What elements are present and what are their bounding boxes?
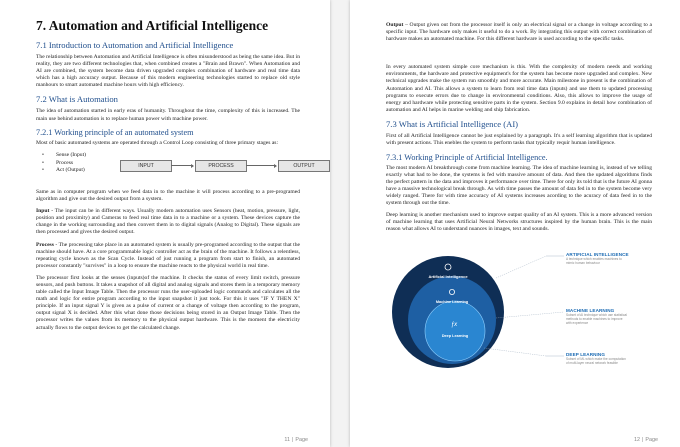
process-label: Process xyxy=(36,241,54,248)
svg-text:ƒx: ƒx xyxy=(450,322,458,329)
flow-process-box: PROCESS xyxy=(195,160,247,172)
heading-7-2-1: 7.2.1 Working principle of an automated system xyxy=(36,127,194,137)
page-11 xyxy=(0,0,330,447)
legend-dl xyxy=(566,352,628,365)
paragraph-output xyxy=(386,22,652,43)
paragraph-deep-learning: Deep learning is another mechanism used to improve output quality of an AI system. This is a more advanced version of machine learning that uses Artificial Neural Networks structures inspired by the human brain. This is the main reason what allows AI to understand nuances in images, text and sounds. xyxy=(386,212,652,233)
legend-ai xyxy=(566,252,629,265)
legend-ai-desc: A technique which enables machines to mimic human behaviour xyxy=(566,257,622,266)
page-11-content xyxy=(36,18,315,337)
paragraph-core-mechanism: In every automated system simple core mechanism is this. With the complexity of modern needs and working environments, the hardware and protective equipment's for the system has become more upgraded and complex. New technical upgrades make the system run smoothly and more accurate. Main milestone in present is the combination of Automation and AI. This allows a system to learn from real time data (inputs) and use them to updated processing programs to execute errors due to change in environmental conditions. Also, this allows to improve the usage of energy and hardware while protecting sensitive parts in the system. Section 9.0 explains in detail how combination of automation and AI helps in marine welding and ship fabrication. xyxy=(386,64,652,113)
paragraph-control-loop: Most of basic automated systems are operated through a Control Loop consisting of three primary stages as: xyxy=(36,139,279,146)
paragraph-input xyxy=(36,208,300,236)
page-12 xyxy=(350,0,680,447)
page-footer: 12 | Page xyxy=(634,437,658,443)
page-number: 12 xyxy=(634,437,640,443)
paragraph-automation: The idea of automation started in early eras of humanity. Throughout the time, complexity of this is increased. The main use behind automation is to replace human power with machine power. xyxy=(36,108,300,122)
paragraph-program: Same as in computer program when we feed data in to the machine it will process according to a pre-programed algorithm and give out the desired output from a system. xyxy=(36,188,300,203)
list-item: • Act (Output) xyxy=(42,167,300,175)
legend-ai-title: ARTIFICIAL INTELLIGENCE xyxy=(566,252,629,258)
input-text: - The input can be in different ways. Usually modern automation uses Sensors (heat, motion, pressure, light, position and proximity) and Cameras to feed real time data in to a machine or a system. These devices capture the change in the working surrounding and then convert them in to digital signals (Analog to Digital). These signals are then processed and gives the desired output. xyxy=(36,208,300,236)
list-item: • Process xyxy=(42,160,300,168)
process-text: - The processing take place in an automated system is usually pre-programed according to the output that the machine should have. At a core programmable logic controller act as the brain of the machine. It follows a relentless, repeating cycle known as the Scan Cycle. Instead of just running a program from start to finish, an automated processor constantly "survives" in a loop to ensure the machine reacts to the physical world in real time. xyxy=(36,241,300,269)
input-label: Input xyxy=(36,208,50,215)
ring-label-dl: Deep Learning xyxy=(441,334,469,339)
legend-ml-desc: Subset of AI technique which use statistical methods to enable machines to improve with experience xyxy=(566,313,627,326)
page-word: Page xyxy=(295,437,308,443)
page-footer: 11 | Page xyxy=(284,437,308,443)
list-item: • Sense (Input) xyxy=(42,152,300,160)
heading-7-3-1: 7.3.1 Working Principle of Artificial Intelligence. xyxy=(386,152,548,162)
flow-diagram xyxy=(120,160,330,174)
paragraph-machine-learning: The most modern AI breakthrough come from machine learning. The idea of machine learning is, instead of we telling exactly what had to be done, the systems is fed with massive amount of data. And then the updated algorithms finds the perfect pattern in the data and improves it performance over time. There for only its told that is the future AI gonna have a massive technological break through. As with time passes the amount of data fed in to the system become very widely ranged. There for with time accuracy of AI systems increases acording to the acuracy of data feed in to the system through out the time. xyxy=(386,164,652,206)
flow-output-box: OUTPUT xyxy=(278,160,330,172)
legend-dl-desc: Subset of ML which make the computation of multi-layer neural network feasible xyxy=(566,357,626,366)
heading-7-1: 7.1 Introduction to Automation and Artificial Intelligence xyxy=(36,40,234,50)
ring-label-ml: Machine Learning xyxy=(435,300,469,305)
legend-ml-title: MACHINE LEARNING xyxy=(566,308,615,314)
paragraph-process xyxy=(36,242,300,270)
ring-label-ai: Artificial Intelligence xyxy=(428,274,468,280)
paragraph-ai: First of all Artificial Intelligence cannot be just explained by a paragraph. It's a self learning algorithm that is updated with present actions. This enebles the system to perform tasks that typically requir human intelligence. xyxy=(386,132,652,147)
paragraph-scan-cycle: The processor first looks at the senses (inputs)of the machine. It checks the status of every limit switch, pressure sensors, and push buttons. It takes a snapshot of all digital and analog signals and stores them in a temporary memory table called the Input Image Table. Then the processor runs the user-uploaded logic commands and calculates all the math and logic for entire program according to the input snapshot it just took. For this it uses "IF Y THEN X" principle. If an input signal Y is given as a pulse of current or a change of voltage then according to the program, output signal X is decided. After this what done those decisions being stored in an Output Image Table. Then the processor writes the values from its memory to the physical output hardware. This is the moment the electricity actually flows to the output devices to get the calculated change. xyxy=(36,274,300,331)
page-number: 11 xyxy=(284,437,290,443)
output-text: – Output given out from the processor itself is only an electrical signal or a change in voltage according to a specific input. The hardware only makes it useful to do a work. By integrating this output with correct combination of hardware makes an automated machine. For this different hardware is used according to the specific tasks. xyxy=(386,22,652,43)
chapter-title: 7. Automation and Artificial Intelligence xyxy=(36,18,269,33)
legend-dl-title: DEEP LEARNING xyxy=(566,352,605,358)
page-12-content xyxy=(386,22,652,378)
output-label: Output xyxy=(386,22,404,28)
heading-7-3: 7.3 What is Artificial Intelligence (AI) xyxy=(386,118,519,129)
page-word: Page xyxy=(645,437,658,443)
flow-arrow xyxy=(171,165,193,166)
paragraph-intro: The relationship between Automation and Artificial Intelligence is often misunderstood as being the same idea. But in reality, they are two different technologies that, when combined creates a "Brain and Brawn". When Automation and AI are combined, the system become data driven upgraded complex combination of hardware and real time data which has a high accuracy output. Because of this modern engineering technologies started to replace old style manhours to smart automated machine hours with high efficiency. xyxy=(36,54,300,89)
flow-arrow xyxy=(246,165,276,166)
legend-ml xyxy=(566,308,628,325)
control-loop-figure xyxy=(36,151,315,184)
flow-input-box: INPUT xyxy=(120,160,172,172)
ai-ml-dl-diagram xyxy=(386,238,652,378)
dl-circle xyxy=(425,301,485,361)
heading-7-2: 7.2 What is Automation xyxy=(36,94,118,105)
